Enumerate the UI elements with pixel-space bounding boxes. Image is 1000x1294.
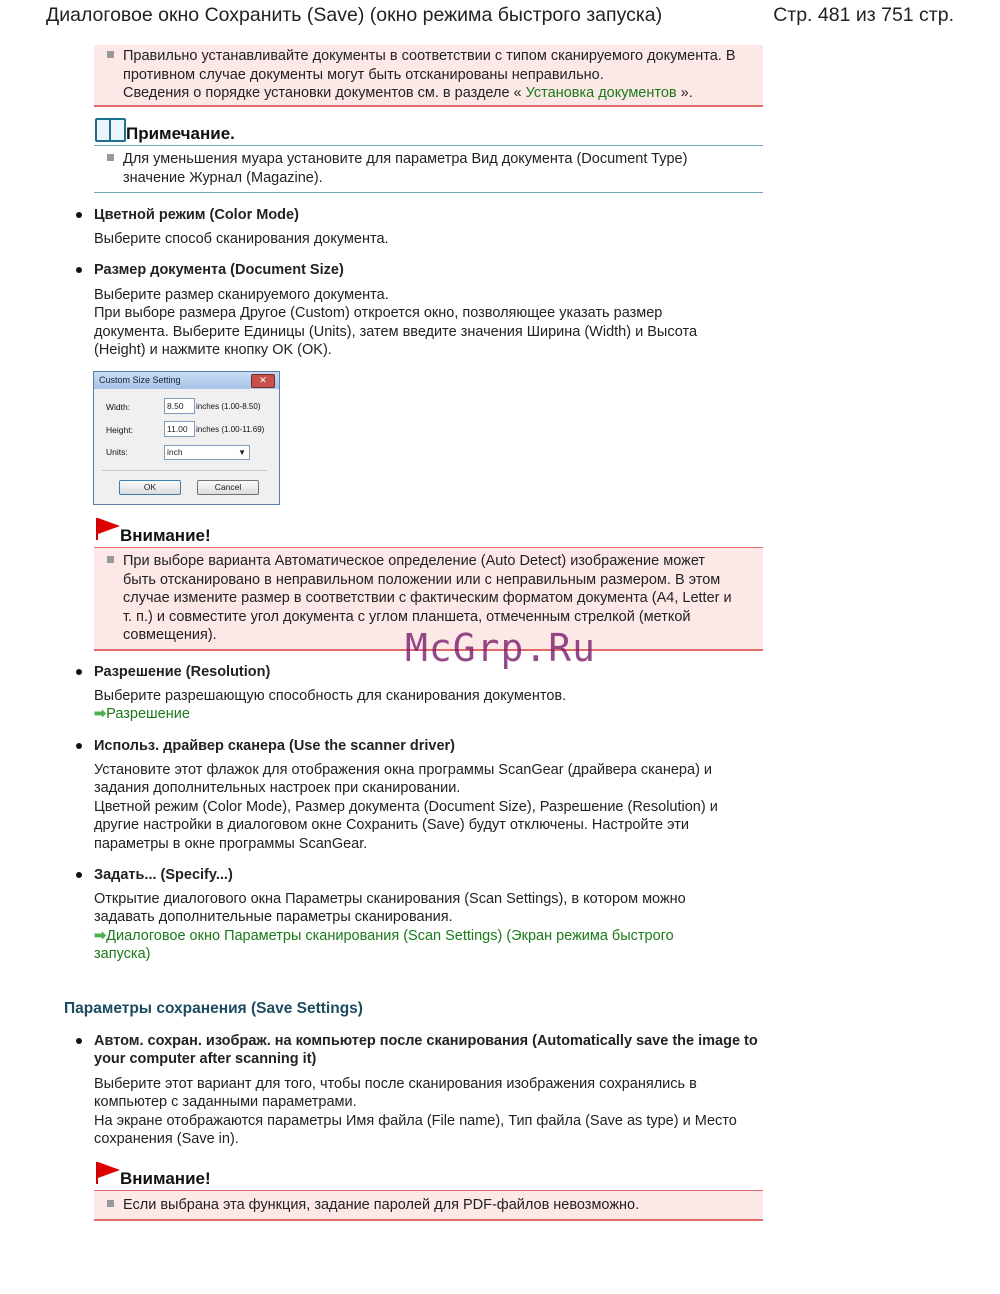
document-size-desc: Выберите размер сканируемого документа. При выборе размера Другое (Custom) откроется окно, позволяющее указать размер документа. Выберите Единицы (Units), затем введите значения Ширина (Width) и Высота (Height) и нажмите кнопку OK (OK). bbox=[94, 287, 698, 359]
page-header bbox=[0, 2, 1000, 32]
resolution-link-row[interactable] bbox=[94, 705, 764, 723]
bullet-dot-icon bbox=[76, 743, 82, 749]
cancel-button[interactable]: Cancel bbox=[197, 480, 259, 495]
square-bullet-icon bbox=[107, 556, 114, 563]
bullet-document-size: Размер документа (Document Size) bbox=[78, 261, 344, 279]
bullet-auto-save: Автом. сохран. изображ. на компьютер после сканирования (Automatically save the image to your computer after scanning it) bbox=[78, 1032, 758, 1068]
color-mode-desc: Выберите способ сканирования документа. bbox=[94, 231, 389, 247]
caution-text: Правильно устанавливайте документы в соответствии с типом сканируемого документа. В bbox=[123, 48, 736, 64]
bullet-dot-icon bbox=[76, 872, 82, 878]
ok-button[interactable]: OK bbox=[119, 480, 181, 495]
caution-heading: Внимание! bbox=[120, 526, 211, 545]
scan-settings-link[interactable]: Диалоговое окно Параметры сканирования (Scan Settings) (Экран режима быстрого bbox=[106, 927, 674, 944]
note-text: Для уменьшения муара установите для параметра Вид документа (Document Type) bbox=[123, 151, 688, 167]
width-input[interactable]: 8.50 bbox=[164, 398, 195, 414]
square-bullet-icon bbox=[107, 154, 114, 161]
bullet-scanner-driver: Использ. драйвер сканера (Use the scanner driver) bbox=[78, 737, 455, 755]
page-counter: Стр. 481 из 751 стр. bbox=[773, 4, 954, 26]
square-bullet-icon bbox=[107, 51, 114, 58]
dialog-titlebar: Custom Size Setting ✕ bbox=[94, 372, 279, 389]
caution-text-with-link: Сведения о порядке установки документов см. в разделе « Установка документов ». bbox=[123, 85, 693, 101]
bullet-color-mode: Цветной режим (Color Mode) bbox=[78, 206, 299, 224]
note-book-icon bbox=[95, 118, 126, 142]
custom-size-dialog bbox=[93, 371, 280, 505]
bullet-dot-icon bbox=[76, 669, 82, 675]
caution-box-top bbox=[94, 45, 763, 107]
caution-item: Если выбрана эта функция, задание паролей для PDF-файлов невозможно. bbox=[94, 1191, 763, 1215]
scanner-driver-desc: Установите этот флажок для отображения окна программы ScanGear (драйвера сканера) и задания дополнительных настроек при сканировании. Цветной режим (Color Mode), Размер документа (Document Size), Разрешение (Resolution) и другие настройки в диалоговом окне Сохранить (Save) будут отключены. Настройте эти параметры в окне программы ScanGear. bbox=[94, 762, 718, 852]
document-setup-link[interactable]: Установка документов bbox=[525, 85, 677, 101]
specify-desc: Открытие диалогового окна Параметры сканирования (Scan Settings), в котором можно задавать дополнительные параметры сканирования. ➡Диалоговое окно Параметры сканирования (Scan Settings) (Экран режима быстрого запуска) bbox=[94, 890, 764, 964]
close-icon[interactable]: ✕ bbox=[251, 374, 275, 388]
height-unit-label: inches (1.00-11.69) bbox=[196, 425, 265, 434]
square-bullet-icon bbox=[107, 1200, 114, 1207]
resolution-link[interactable]: Разрешение bbox=[106, 706, 190, 723]
dialog-divider bbox=[102, 470, 267, 471]
units-label: Units: bbox=[106, 447, 128, 457]
caution-item: При выборе варианта Автоматическое определение (Auto Detect) изображение может быть отсканировано в неправильном положении или с неправильным размером. В этом случае измените размер в соответствии с фактическим форматом документа (A4, Letter и т. п.) и совместите угол документа с углом планшета, отмеченным стрелкой (меткой совмещения). bbox=[94, 548, 763, 645]
height-input[interactable]: 11.00 bbox=[164, 421, 195, 437]
caution-text: противном случае документы могут быть отсканированы неправильно. bbox=[123, 66, 604, 83]
scan-settings-link-cont[interactable]: запуска) bbox=[94, 946, 151, 963]
caution-box-pdf bbox=[94, 1190, 763, 1221]
chevron-down-icon: ▼ bbox=[238, 448, 246, 457]
bullet-specify: Задать... (Specify...) bbox=[78, 866, 233, 884]
arrow-right-icon: ➡ bbox=[94, 706, 107, 723]
section-title-save-settings: Параметры сохранения (Save Settings) bbox=[64, 1000, 363, 1017]
scan-settings-link-row[interactable] bbox=[94, 927, 764, 945]
resolution-desc: Выберите разрешающую способность для сканирования документов. ➡Разрешение bbox=[94, 687, 764, 724]
arrow-right-icon: ➡ bbox=[94, 927, 107, 944]
bullet-dot-icon bbox=[76, 1038, 82, 1044]
note-box bbox=[94, 145, 763, 193]
bullet-dot-icon bbox=[76, 212, 82, 218]
page-title: Диалоговое окно Сохранить (Save) (окно режима быстрого запуска) bbox=[46, 4, 663, 26]
bullet-dot-icon bbox=[76, 267, 82, 273]
caution-item bbox=[94, 45, 763, 103]
watermark: McGrp.Ru bbox=[405, 626, 597, 670]
note-heading: Примечание. bbox=[126, 124, 235, 143]
width-unit-label: inches (1.00-8.50) bbox=[196, 402, 261, 411]
caution-heading: Внимание! bbox=[120, 1169, 211, 1188]
note-item bbox=[94, 146, 763, 187]
auto-save-desc: Выберите этот вариант для того, чтобы после сканирования изображения сохранялись в компьютер с заданными параметрами. На экране отображаются параметры Имя файла (File name), Тип файла (Save as type) и Место сохранения (Save in). bbox=[94, 1076, 737, 1148]
height-label: Height: bbox=[106, 425, 133, 435]
bullet-resolution: Разрешение (Resolution) bbox=[78, 663, 270, 681]
units-select[interactable]: inch ▼ bbox=[164, 445, 250, 460]
width-label: Width: bbox=[106, 402, 131, 412]
note-text: значение Журнал (Magazine). bbox=[123, 169, 323, 186]
